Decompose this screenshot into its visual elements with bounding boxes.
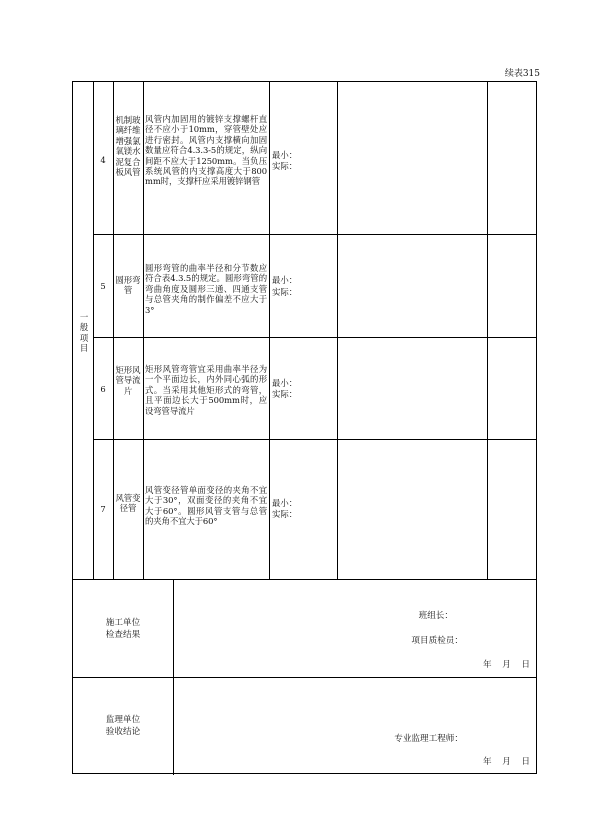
item-requirement: 风管内加固用的镀锌支撑螺杆直径不应小于10mm，穿管壁处应进行密封。风管内支撑横向加固数量应符合4.3.3-5的规定，纵向间距不应大于1250mm。当负压系统风管的内支撑高度大于800mm时，支撑杆应采用镀锌钢管 xyxy=(145,114,267,187)
row-number: 5 xyxy=(100,281,106,291)
row-divider xyxy=(93,439,537,440)
item-requirement: 矩形风管弯管宜采用曲率半径为一个平面边长，内外同心弧的形式。当采用其他矩形式的弯管，且平面边长大于500mm时，应设弯管导流片 xyxy=(145,364,267,416)
row-divider xyxy=(93,234,537,235)
section-divider xyxy=(73,579,537,580)
col-divider-requirement xyxy=(269,82,270,579)
item-name: 圆形弯管 xyxy=(115,275,141,296)
item-requirement: 风管变径管单面变径的夹角不宜大于30°，双面变径的夹角不宜大于60°。圆形风管支管与总管的夹角不宜大于60° xyxy=(145,485,267,527)
supervision-label: 监理单位 验收结论 xyxy=(105,715,141,737)
row-divider xyxy=(93,337,537,338)
col-divider-number xyxy=(113,82,114,579)
row-number: 7 xyxy=(100,504,106,514)
measure-actual: 实际： xyxy=(272,389,298,399)
measure-min: 最小： xyxy=(272,150,298,160)
inspection-table xyxy=(72,81,537,774)
measure-actual: 实际： xyxy=(272,161,298,171)
construction-date: 年 月 日 xyxy=(483,660,531,670)
section-divider xyxy=(73,677,537,678)
measure-actual: 实际： xyxy=(272,287,298,297)
measure-actual: 实际： xyxy=(272,509,298,519)
supervision-date: 年 月 日 xyxy=(483,757,531,767)
row-number: 6 xyxy=(100,384,106,394)
measure-min: 最小： xyxy=(272,275,298,285)
item-name: 机制玻璃纤维增强氯氧镁水泥复合板风管 xyxy=(115,115,141,178)
item-name: 矩形风管导流片 xyxy=(115,365,141,396)
col-divider-result xyxy=(487,82,488,579)
item-requirement: 圆形弯管的曲率半径和分节数应符合表4.3.5的规定。圆形弯管的弯曲角度及圆形三通、四通支管与总管夹角的制作偏差不应大于3° xyxy=(145,263,267,315)
team-leader-label: 班组长： xyxy=(418,611,453,621)
page-label: 续表315 xyxy=(504,69,540,79)
section-label: 一般项目 xyxy=(79,312,89,354)
measure-min: 最小： xyxy=(272,498,298,508)
row-number: 4 xyxy=(100,155,106,165)
construction-label: 施工单位 检查结果 xyxy=(105,618,141,640)
col-divider-name xyxy=(143,82,144,579)
measure-min: 最小： xyxy=(272,378,298,388)
supervising-engineer-label: 专业监理工程师： xyxy=(394,734,463,744)
item-name: 风管变径管 xyxy=(115,493,141,514)
quality-inspector-label: 项目质检员： xyxy=(411,636,463,646)
col-divider-measure xyxy=(337,82,338,579)
